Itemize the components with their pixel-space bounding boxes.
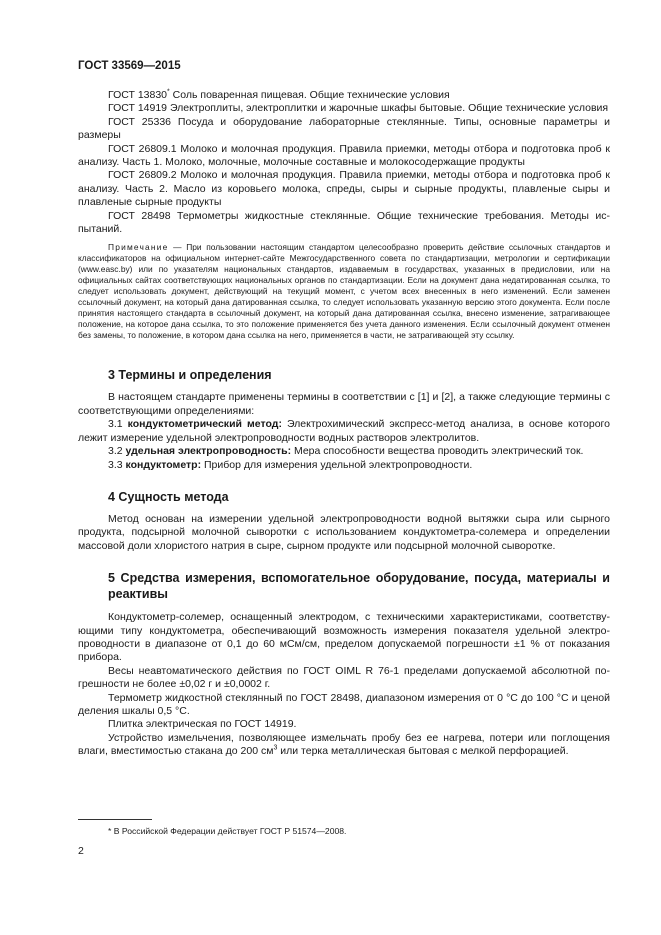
note-label: Примечание [108,242,169,253]
term-3-2: 3.2 удельная электропроводность: Мера способности вещества проводить электрический ток. [108,445,584,458]
footnote: * В Российской Федерации действует ГОСТ Р 51574—2008. [108,826,347,836]
section-5-para-3: Термометр жидкостной стеклянный по ГОСТ 28498, диапазоном измерения от 0 °С до 100 °С и ценой деления шкалы 0,5 °С. [78,691,610,717]
footnote-divider [78,819,152,820]
section-5-para-4: Плитка электрическая по ГОСТ 14919. [108,718,297,731]
section-5-para-5: Устройство измельчения, позволяющее измельчать пробу без ее нагрева, потери или поглощения влаги, вместимостью стакана до 200 $см^3$ или терка металлическая бытовая с мелкой перфорацией. [78,731,610,758]
section-5-para-2: Весы неавтоматического действия по ГОСТ OIML R 76-1 пределами допускаемой абсолютной погрешности не более ±0,02 г и ±0,0002 г. [78,664,610,691]
ref-gost-14919: ГОСТ 14919 Электроплиты, электроплитки и жарочные шкафы бытовые. Общие технические условия [108,102,609,115]
section-4-title: 4 Сущность метода [108,489,229,504]
document-header: ГОСТ 33569—2015 [78,60,181,72]
page-number: 2 [78,845,84,857]
section-3-title: 3 Термины и определения [108,368,272,383]
term-3-3: 3.3 кондуктометр: Прибор для измерения удельной электропроводности. [108,458,473,471]
ref-gost-26809-1: ГОСТ 26809.1 Молоко и молочная продукция. Правила приемки, методы отбора и подготовка проб к анализу. Часть 1. Молоко, молочные, молочные составные и молокосодержащие продукты [78,142,610,169]
ref-gost-28498: ГОСТ 28498 Термометры жидкостные стеклянные. Общие технические требования. Методы испытаний. [78,209,610,236]
section-5-title: 5 Средства измерения, вспомогательное оборудование, посуда, материалы и реактивы [108,571,610,602]
ref-gost-26809-2: ГОСТ 26809.2 Молоко и молочная продукция. Правила приемки, методы отбора и подготовка проб к анализу. Часть 2. Масло из коровьего молока, спреды, сыры и сырные продукты, плавленые сыры и плавленые сырные продукты [78,169,610,209]
section-3-intro: В настоящем стандарте применены термины в соответствии с [1] и [2], а также следующие термины с соответствующими определениями: [78,391,610,417]
ref-gost-25336: ГОСТ 25336 Посуда и оборудование лабораторные стеклянные. Типы, основные параметры и размеры [78,115,610,142]
section-5-para-1: Кондуктометр-солемер, оснащенный электродом, с техническими характеристиками, соответствующими типу кондуктометра, обеспечивающий возможность измерения показателя удельной электропроводности в диапазоне от 0,1 до 60 мСм/см, пределом допускаемой погрешности ±1 % от показания прибора. [78,611,610,664]
term-3-1: 3.1 кондуктометрический метод: Электрохимический экспресс-метод анализа, в основе которого лежит измерение удельной электропроводности водных растворов электролитов. [78,418,610,444]
note-paragraph: Примечание — При пользовании настоящим стандартом целесообразно проверить действие ссылочных стандартов и классификаторов на официальном интернет-сайте Межгосударственного совета по стандартизации, метрологии и сертификации (www.easc.by) или по указателям национальных стандартов, издаваемым в государствах, указанных в предисловии, или на официальных сайтах соответствующих национальных органов по стандартизации. Если на документ дана недатированная ссылка, то следует использовать документ, действующий на текущий момент, с учетом всех внесенных в него изменений. Если заменен ссылочный документ, на который дана датированная ссылка, то следует использовать указанную версию этого документа. Если после принятия настоящего стандарта в ссылочный документ, на который дана датированная ссылка, внесено изменение, затрагивающее положение, на которое дана ссылка, то это положение применяется без учета данного изменения. Если ссылочный документ отменен без замены, то положение, в котором дана ссылка на него, применяется в части, не затрагивающей эту ссылку. [78,242,610,341]
document-body [78,89,610,759]
section-4-text: Метод основан на измерении удельной электропроводности водной вытяжки сыра или сырного продукта, подсырной молочной сыворотки с использованием кондуктометра-солемера и определении массовой доли хлористого натрия в сыре, сырном продукте или подсырной молочной сыворотке. [78,512,610,552]
ref-gost-13830: ГОСТ 13830* Соль поваренная пищевая. Общие технические условия [108,88,450,101]
